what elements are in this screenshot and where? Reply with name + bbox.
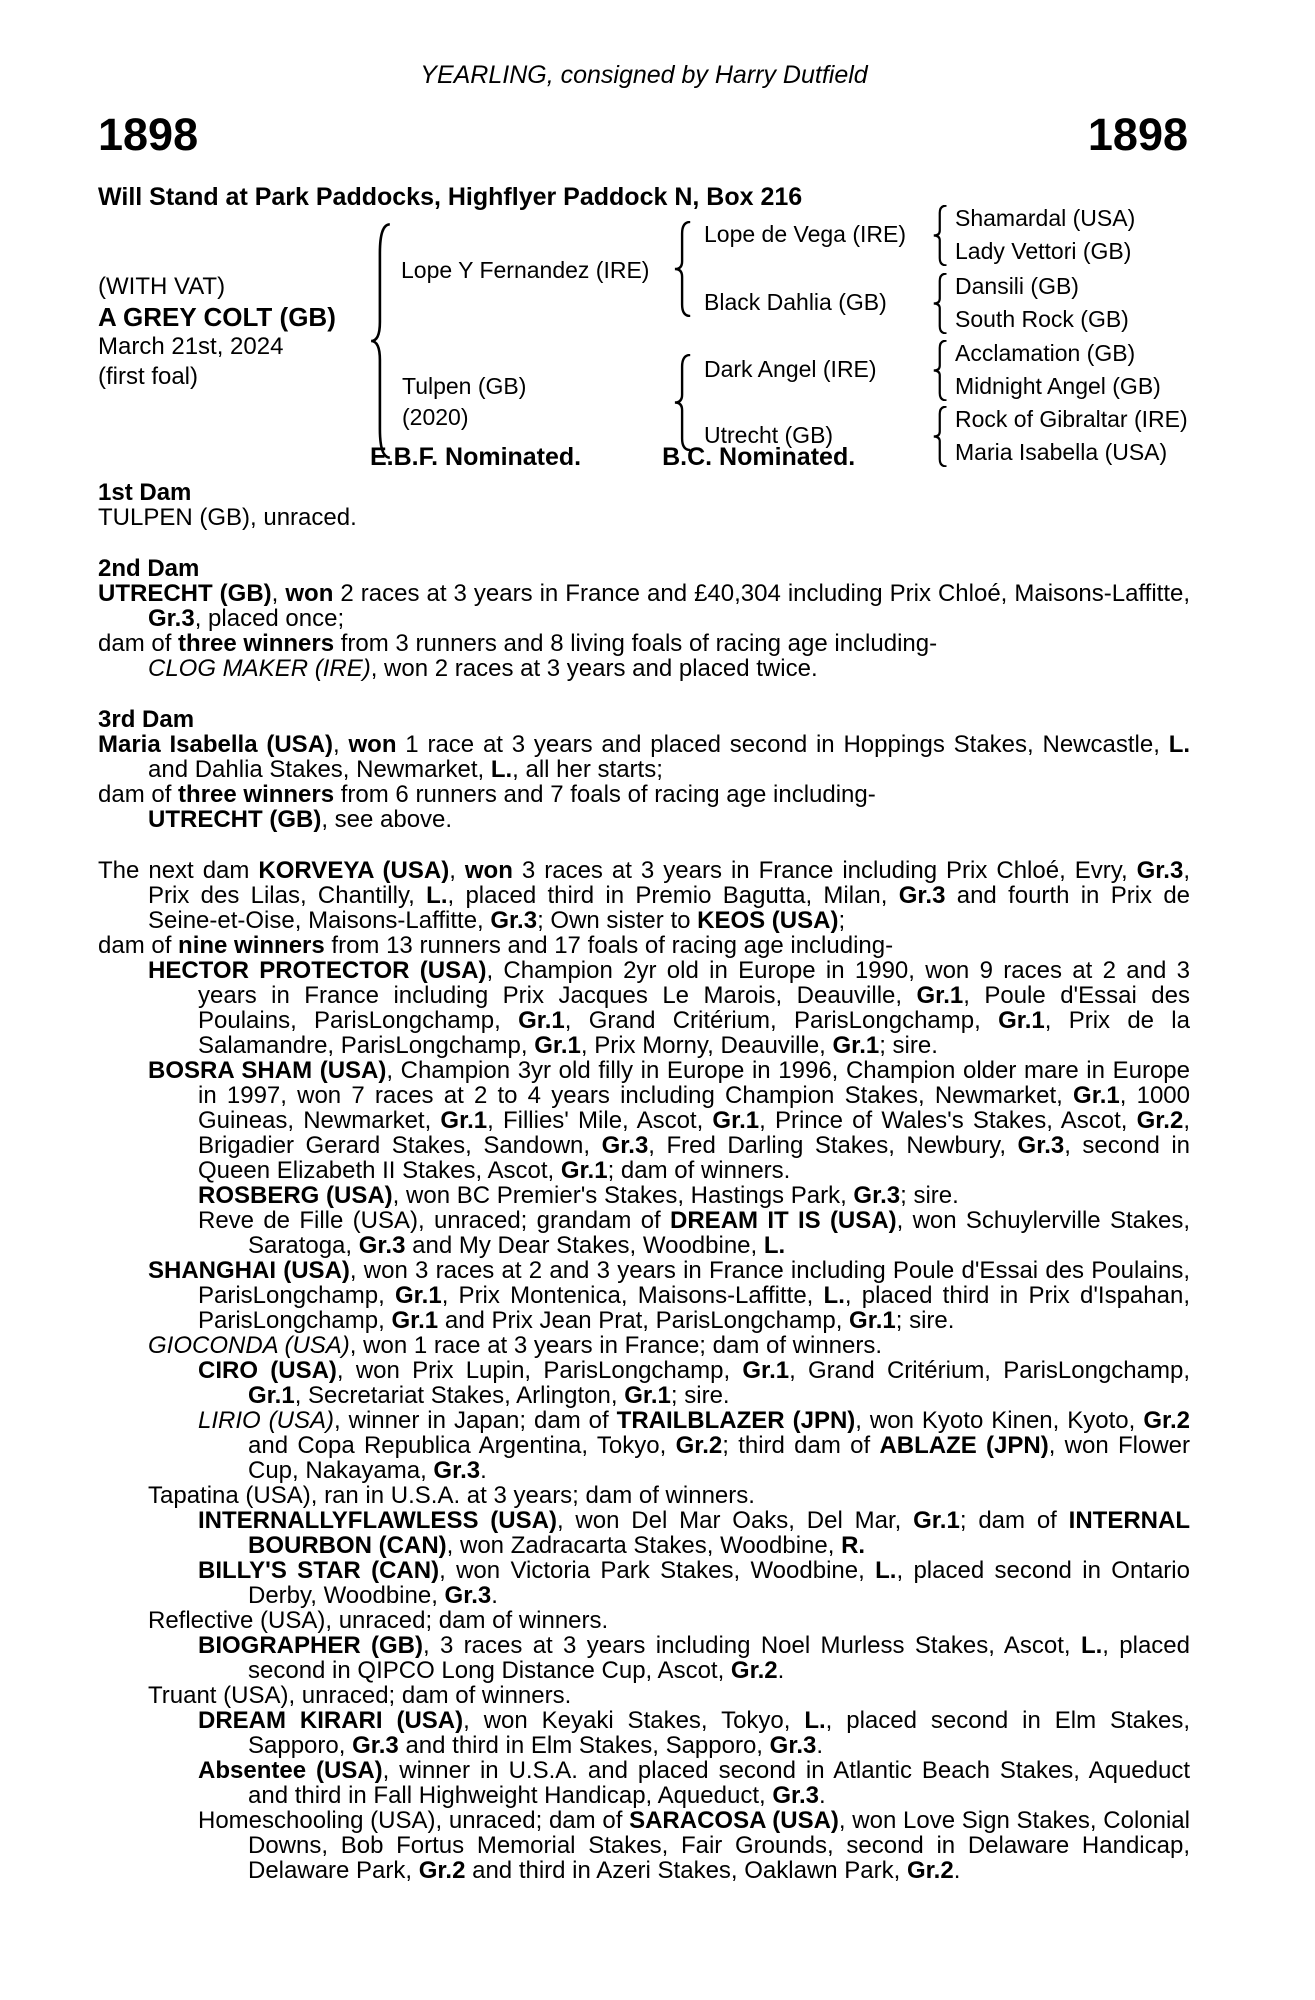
brace-icon <box>933 340 948 401</box>
dam-section <box>98 556 1190 681</box>
dam-section <box>98 707 1190 832</box>
dam-name: Tulpen (GB) <box>402 373 527 399</box>
great-grandparent-name: Shamardal (USA) <box>955 205 1136 231</box>
pedigree-text-paragraph: dam of nine winners from 13 runners and 17 foals of racing age including- <box>98 932 894 959</box>
lot-number-right: 1898 <box>1087 109 1188 160</box>
great-grandparent-name: Acclamation (GB) <box>955 340 1136 366</box>
vat-note: (WITH VAT) <box>98 273 226 300</box>
section-heading: 3rd Dam <box>98 706 195 733</box>
pedigree-text-paragraph: TULPEN (GB), unraced. <box>98 504 357 531</box>
nomination-line <box>370 444 855 471</box>
pedigree-text-paragraph: Truant (USA), unraced; dam of winners. <box>148 1682 572 1709</box>
brace-icon <box>933 273 948 334</box>
sire-name: Lope Y Fernandez (IRE) <box>401 257 650 283</box>
pedigree-text-paragraph: BIOGRAPHER (GB), 3 races at 3 years including Noel Murless Stakes, Ascot, L., placed second in QIPCO Long Distance Cup, Ascot, Gr.2. <box>198 1632 1190 1684</box>
pedigree-text-paragraph: BOSRA SHAM (USA), Champion 3yr old filly in Europe in 1996, Champion older mare in Europe in 1997, won 7 races at 2 to 4 years including Champion Stakes, Newmarket, Gr.1, 1000 Guineas, Newmarket, Gr.1, Fillies' Mile, Ascot, Gr.1, Prince of Wales's Stakes, Ascot, Gr.2, Brigadier Gerard Stakes, Sandown, Gr.3, Fred Darling Stakes, Newbury, Gr.3, second in Queen Elizabeth II Stakes, Ascot, Gr.1; dam of winners. <box>148 1057 1191 1184</box>
catalogue-text <box>98 480 1190 1883</box>
foal-note: (first foal) <box>98 363 199 390</box>
pedigree-text-paragraph: INTERNALLYFLAWLESS (USA), won Del Mar Oaks, Del Mar, Gr.1; dam of INTERNAL BOURBON (CAN), won Zadracarta Stakes, Woodbine, R. <box>198 1507 1190 1559</box>
pedigree-text-paragraph: Reve de Fille (USA), unraced; grandam of DREAM IT IS (USA), won Schuylerville Stakes, Saratoga, Gr.3 and My Dear Stakes, Woodbine, L. <box>198 1207 1190 1259</box>
great-grandparent-name: Maria Isabella (USA) <box>955 439 1168 465</box>
pedigree-text-paragraph: dam of three winners from 3 runners and 8 living foals of racing age including- <box>98 630 938 657</box>
pedigree-text-paragraph: CIRO (USA), won Prix Lupin, ParisLongchamp, Gr.1, Grand Critérium, ParisLongchamp, Gr.1, Secretariat Stakes, Arlington, Gr.1; sire. <box>198 1357 1191 1409</box>
great-grandparent-name: Dansili (GB) <box>955 273 1079 299</box>
dam-block <box>402 371 526 433</box>
pedigree-text-paragraph: HECTOR PROTECTOR (USA), Champion 2yr old in Europe in 1990, won 9 races at 2 and 3 years in France including Prix Jacques Le Marois, Deauville, Gr.1, Poule d'Essai des Poulains, ParisLongchamp, Gr.1, Grand Critérium, ParisLongchamp, Gr.1, Prix de la Salamandre, ParisLongchamp, Gr.1, Prix Morny, Deauville, Gr.1; sire. <box>148 957 1191 1059</box>
pedigree-text-paragraph: Homeschooling (USA), unraced; dam of SARACOSA (USA), won Love Sign Stakes, Colonial Downs, Bob Fortus Memorial Stakes, Fair Grounds, second in Delaware Handicap, Delaware Park, Gr.2 and third in Azeri Stakes, Oaklawn Park, Gr.2. <box>198 1807 1190 1884</box>
consignor-line: YEARLING, consigned by Harry Dutfield <box>420 61 868 89</box>
great-grandparent-name: Lady Vettori (GB) <box>955 238 1132 264</box>
pedigree-text-paragraph: UTRECHT (GB), see above. <box>148 806 453 833</box>
pedigree-text-paragraph: CLOG MAKER (IRE), won 2 races at 3 years and placed twice. <box>148 655 818 682</box>
grandparent-name: Black Dahlia (GB) <box>704 289 887 315</box>
lot-number-row <box>98 110 1188 160</box>
pedigree-text-paragraph: SHANGHAI (USA), won 3 races at 2 and 3 years in France including Poule d'Essai des Poulains, ParisLongchamp, Gr.1, Prix Montenica, Maisons-Laffitte, L., placed third in Prix d'Ispahan, ParisLongchamp, Gr.1 and Prix Jean Prat, ParisLongchamp, Gr.1; sire. <box>148 1257 1190 1334</box>
section-heading: 2nd Dam <box>98 555 200 582</box>
great-grandparent-pair <box>955 202 1135 268</box>
pedigree-text-paragraph: UTRECHT (GB), won 2 races at 3 years in France and £40,304 including Prix Chloé, Maisons-Laffitte, Gr.3, placed once; <box>98 580 1191 632</box>
pedigree-text-paragraph: DREAM KIRARI (USA), won Keyaki Stakes, Tokyo, L., placed second in Elm Stakes, Sapporo, Gr.3 and third in Elm Stakes, Sapporo, Gr.3. <box>198 1707 1191 1759</box>
pedigree-text-paragraph: Maria Isabella (USA), won 1 race at 3 years and placed second in Hoppings Stakes, Newcastle, L. and Dahlia Stakes, Newmarket, L., all her starts; <box>98 731 1191 783</box>
pedigree-text-paragraph: ROSBERG (USA), won BC Premier's Stakes, Hastings Park, Gr.3; sire. <box>198 1182 959 1209</box>
great-grandparent-pair <box>955 270 1129 336</box>
pedigree-text-paragraph: Tapatina (USA), ran in U.S.A. at 3 years; dam of winners. <box>148 1482 755 1509</box>
section-heading: 1st Dam <box>98 479 192 506</box>
great-grandparent-name: South Rock (GB) <box>955 306 1129 332</box>
stand-location-line: Will Stand at Park Paddocks, Highflyer Paddock N, Box 216 <box>98 183 803 211</box>
pedigree-text-paragraph: Reflective (USA), unraced; dam of winners. <box>148 1607 609 1634</box>
great-grandparent-pair <box>955 403 1188 469</box>
brace-icon <box>674 354 692 451</box>
colt-info-block <box>98 272 336 392</box>
dam-section <box>98 858 1190 1883</box>
pedigree-text-paragraph: BILLY'S STAR (CAN), won Victoria Park Stakes, Woodbine, L., placed second in Ontario Derby, Woodbine, Gr.3. <box>198 1557 1190 1609</box>
bc-nominated-label: B.C. Nominated. <box>662 443 856 471</box>
brace-icon <box>674 221 692 317</box>
great-grandparent-pair <box>955 337 1161 403</box>
great-grandparent-name: Midnight Angel (GB) <box>955 373 1161 399</box>
ebf-nominated-label: E.B.F. Nominated. <box>370 443 582 471</box>
colt-name: A GREY COLT (GB) <box>98 302 336 332</box>
foal-date: March 21st, 2024 <box>98 333 284 360</box>
brace-icon <box>933 205 948 266</box>
pedigree-text-paragraph: The next dam KORVEYA (USA), won 3 races at 3 years in France including Prix Chloé, Evry, Gr.3, Prix des Lilas, Chantilly, L., placed third in Premio Bagutta, Milan, Gr.3 and fourth in Prix de Seine-et-Oise, Maisons-Laffitte, Gr.3; Own sister to KEOS (USA); <box>98 857 1191 934</box>
grandparent-name: Lope de Vega (IRE) <box>704 221 907 247</box>
dam-year: (2020) <box>402 404 469 430</box>
dam-section <box>98 480 1190 530</box>
brace-icon <box>933 406 948 467</box>
great-grandparent-name: Rock of Gibraltar (IRE) <box>955 406 1188 432</box>
lot-number-left: 1898 <box>98 109 199 160</box>
grandparent-name: Utrecht (GB) <box>704 422 834 448</box>
pedigree-text-paragraph: GIOCONDA (USA), won 1 race at 3 years in France; dam of winners. <box>148 1332 883 1359</box>
pedigree-text-paragraph: LIRIO (USA), winner in Japan; dam of TRAILBLAZER (JPN), won Kyoto Kinen, Kyoto, Gr.2 and Copa Republica Argentina, Tokyo, Gr.2; third dam of ABLAZE (JPN), won Flower Cup, Nakayama, Gr.3. <box>198 1407 1191 1484</box>
grandparent-name: Dark Angel (IRE) <box>704 356 877 382</box>
pedigree-text-paragraph: Absentee (USA), winner in U.S.A. and placed second in Atlantic Beach Stakes, Aqueduct and third in Fall Highweight Handicap, Aqueduct, Gr.3. <box>198 1757 1191 1809</box>
pedigree-text-paragraph: dam of three winners from 6 runners and 7 foals of racing age including- <box>98 781 876 808</box>
brace-icon <box>370 222 392 460</box>
